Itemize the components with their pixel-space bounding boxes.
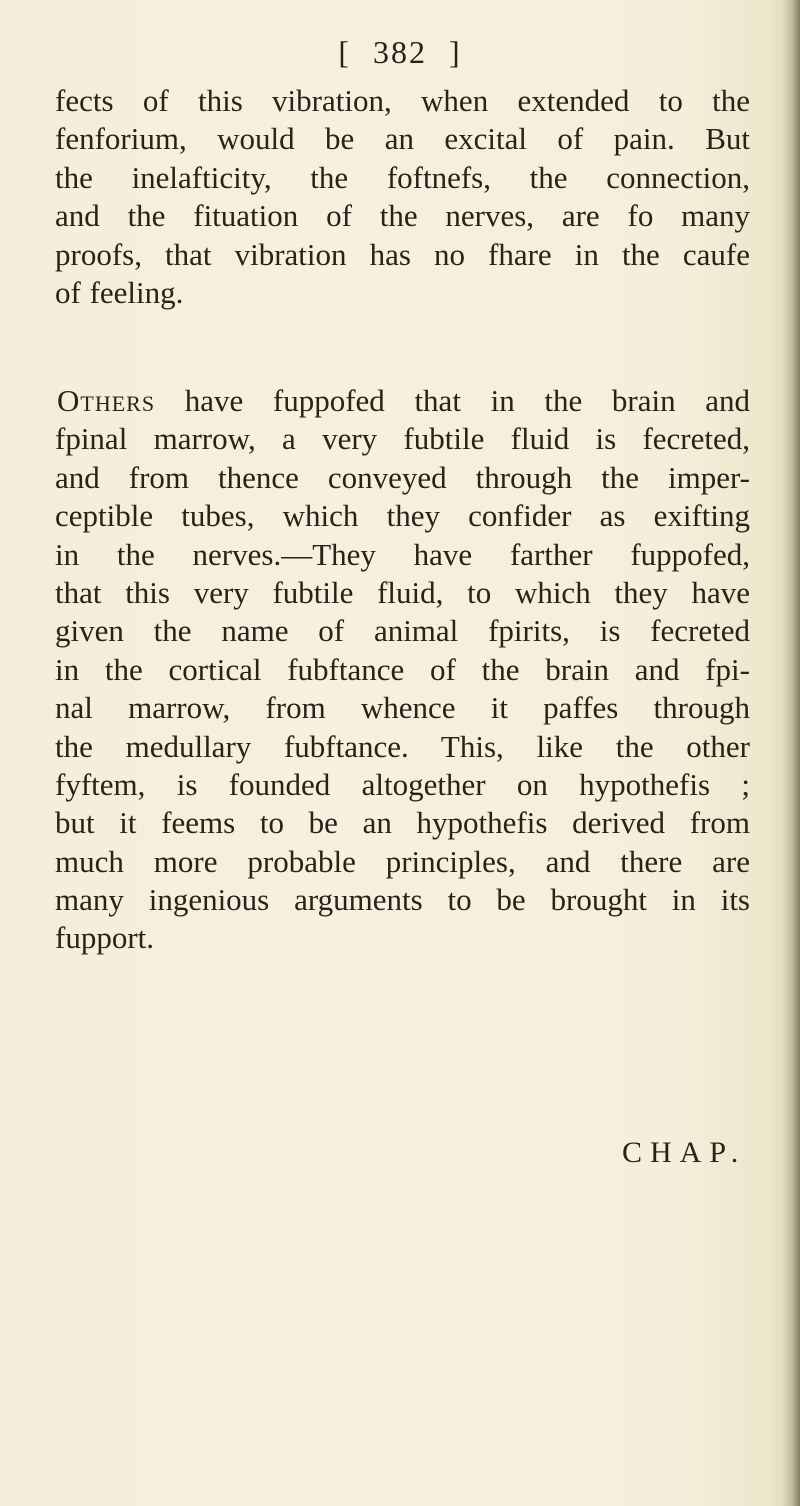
paragraph-1-line: proofs, that vibration has no fhare in the caufe: [55, 236, 750, 272]
paragraph-2-line: nal marrow, from whence it paffes through: [55, 690, 750, 726]
paragraph-1-line: the inelafticity, the foftnefs, the connection,: [55, 159, 750, 195]
paragraph-2-line: fupport.: [55, 920, 155, 956]
paragraph-1-line: fenforium, would be an excital of pain. But: [55, 121, 750, 157]
paragraph-2-line: and from thence conveyed through the imper-: [55, 459, 750, 495]
paragraph-2: [55, 382, 750, 958]
paragraph-2-line: the medullary fubftance. This, like the other: [55, 728, 750, 764]
paragraph-2-line: in the cortical fubftance of the brain and fpi-: [55, 651, 750, 687]
paragraph-2-first-word: Others: [57, 383, 156, 418]
page-number: 382: [373, 34, 427, 70]
paragraph-2-line: ceptible tubes, which they confider as exifting: [55, 498, 750, 534]
paragraph-2-line: given the name of animal fpirits, is fecreted: [55, 613, 750, 649]
paragraph-2-line: but it feems to be an hypothefis derived from: [55, 805, 750, 841]
paragraph-2-line: in the nerves.—They have farther fuppofed,: [55, 536, 750, 572]
paragraph-2-line: that this very fubtile fluid, to which they have: [55, 574, 750, 610]
paragraph-2-first-line-rest: have fuppofed that in the brain and: [155, 383, 750, 418]
catchword: CHAP.: [622, 1136, 747, 1169]
paragraph-2-line: fyftem, is founded altogether on hypothefis ;: [55, 766, 750, 802]
paragraph-2-line: much more probable principles, and there are: [55, 843, 750, 879]
paragraph-2-first-line: [55, 382, 750, 420]
paragraph-2-line: many ingenious arguments to be brought in its: [55, 882, 750, 918]
page-header: [0, 34, 800, 71]
paragraph-2-line: fpinal marrow, a very fubtile fluid is fecreted,: [55, 421, 750, 457]
paragraph-1: [55, 82, 750, 312]
page-edge-shadow: [782, 0, 800, 1506]
paragraph-1-line: and the fituation of the nerves, are fo many: [55, 198, 750, 234]
paragraph-1-line: fects of this vibration, when extended to the: [55, 83, 750, 118]
header-bracket-left: [: [338, 34, 351, 70]
header-bracket-right: ]: [449, 34, 462, 70]
paragraph-1-line: of feeling.: [55, 274, 184, 310]
